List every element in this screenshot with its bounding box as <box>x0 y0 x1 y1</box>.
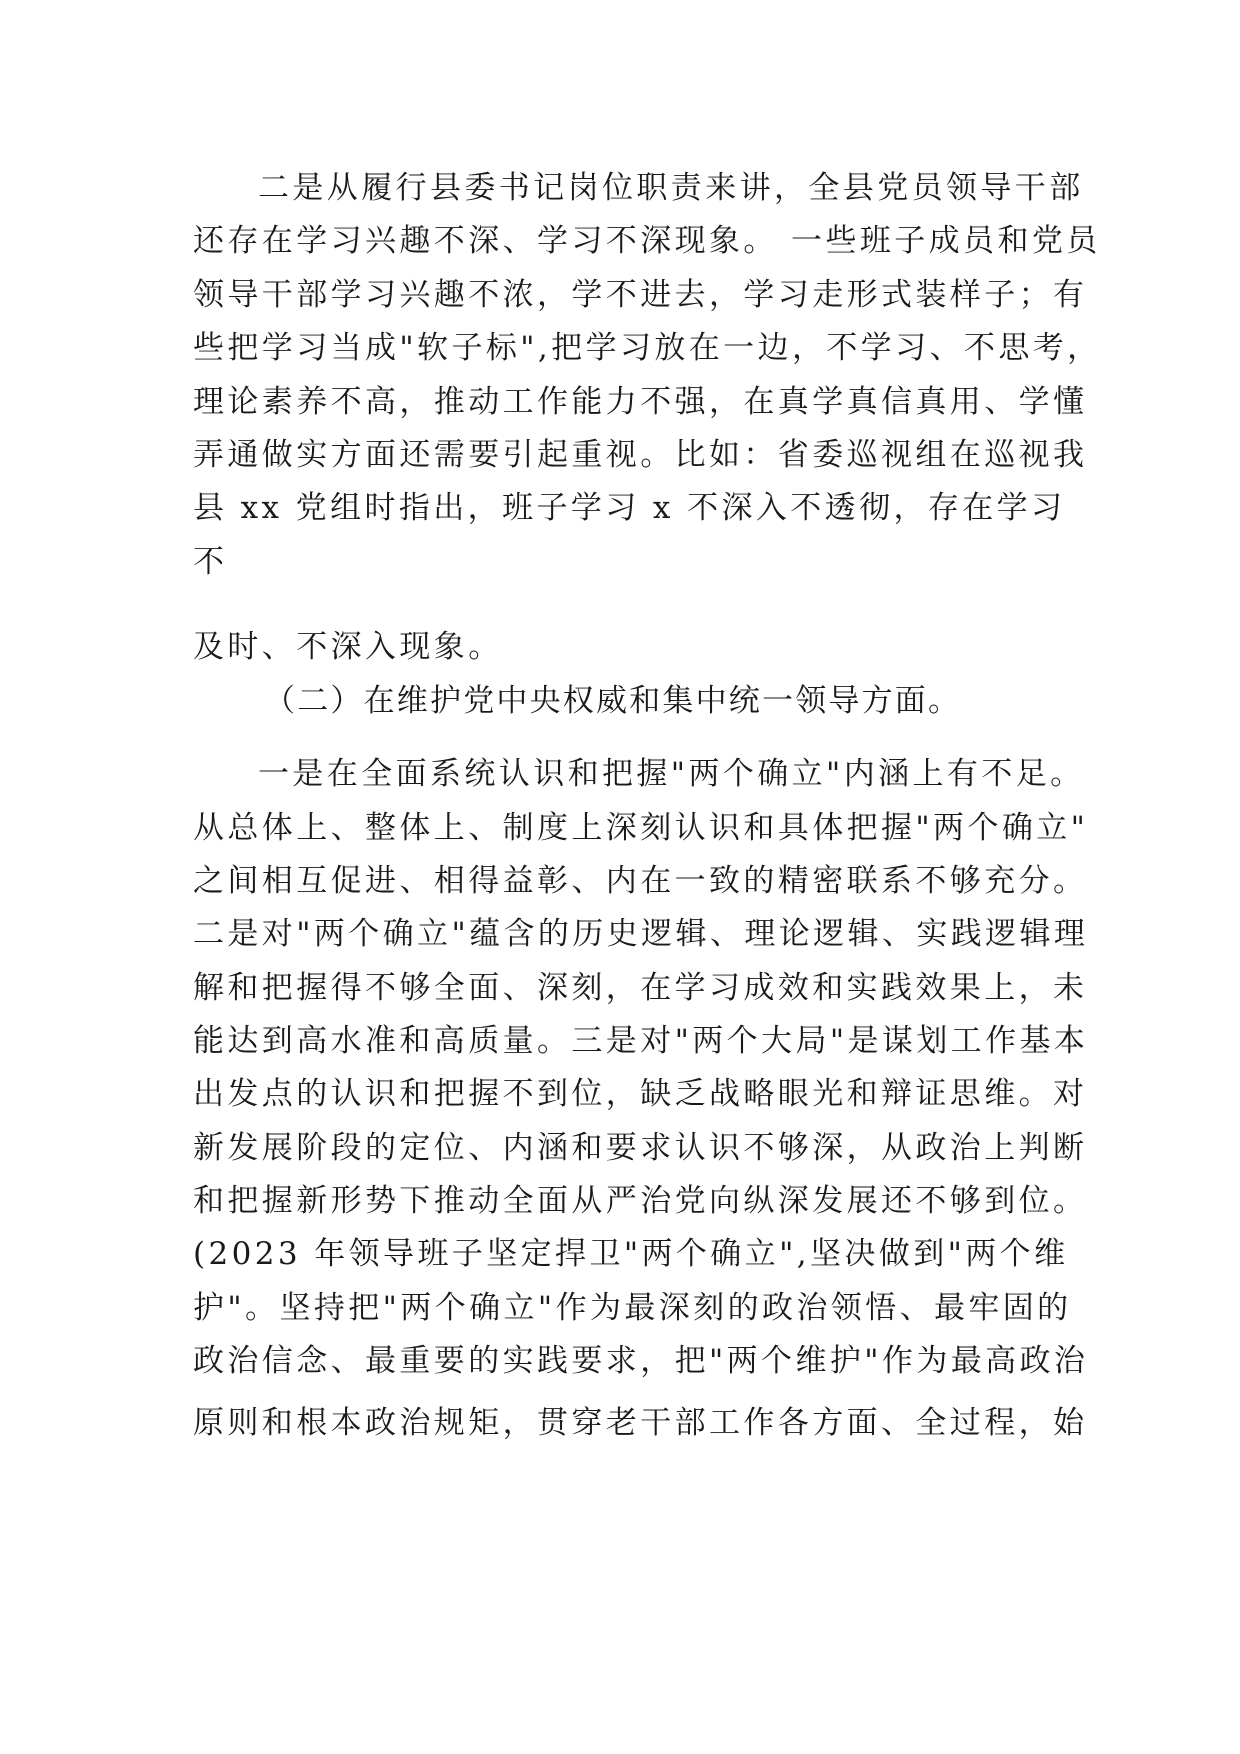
paragraph-line: 及时、不深入现象。 <box>193 629 503 665</box>
paragraph-line: 一是在全面系统认识和把握"两个确立"内涵上有不足。 <box>258 756 1085 792</box>
paragraph-line: 护"。坚持把"两个确立"作为最深刻的政治领悟、最牢固的 <box>193 1290 1072 1326</box>
paragraph-line: 县 xx 党组时指出，班子学习 x 不深入不透彻，存在学习 <box>193 490 1066 526</box>
paragraph-line: 弄通做实方面还需要引起重视。比如：省委巡视组在巡视我 <box>193 437 1088 473</box>
paragraph-line: 理论素养不高，推动工作能力不强，在真学真信真用、学懂 <box>193 384 1088 420</box>
paragraph-line: (2023 年领导班子坚定捍卫"两个确立",坚决做到"两个维 <box>193 1236 1069 1272</box>
paragraph-line: 领导干部学习兴趣不浓，学不进去，学习走形式装样子；有 <box>193 277 1088 313</box>
section-heading: （二）在维护党中央权威和集中统一领导方面。 <box>264 683 962 719</box>
paragraph-line: 解和把握得不够全面、深刻，在学习成效和实践效果上，未 <box>193 970 1088 1006</box>
paragraph-line: 新发展阶段的定位、内涵和要求认识不够深，从政治上判断 <box>193 1130 1088 1166</box>
paragraph-line: 从总体上、整体上、制度上深刻认识和具体把握"两个确立" <box>193 810 1089 846</box>
paragraph-line: 二是对"两个确立"蕴含的历史逻辑、理论逻辑、实践逻辑理 <box>193 916 1089 952</box>
paragraph-line: 能达到高水准和高质量。三是对"两个大局"是谋划工作基本 <box>193 1023 1089 1059</box>
paragraph-line: 不 <box>193 544 228 580</box>
paragraph-line: 原则和根本政治规矩，贯穿老干部工作各方面、全过程，始 <box>193 1405 1088 1441</box>
paragraph-line: 还存在学习兴趣不深、学习不深现象。 一些班子成员和党员 <box>193 223 1101 259</box>
paragraph-line: 出发点的认识和把握不到位，缺乏战略眼光和辩证思维。对 <box>193 1076 1088 1112</box>
paragraph-line: 政治信念、最重要的实践要求，把"两个维护"作为最高政治 <box>193 1343 1089 1379</box>
paragraph-line: 之间相互促进、相得益彰、内在一致的精密联系不够充分。 <box>193 863 1088 899</box>
paragraph-line: 二是从履行县委书记岗位职责来讲，全县党员领导干部 <box>258 170 1084 206</box>
paragraph-line: 和把握新形势下推动全面从严治党向纵深发展还不够到位。 <box>193 1183 1088 1219</box>
paragraph-line: 些把学习当成"软子标",把学习放在一边，不学习、不思考， <box>193 330 1102 366</box>
